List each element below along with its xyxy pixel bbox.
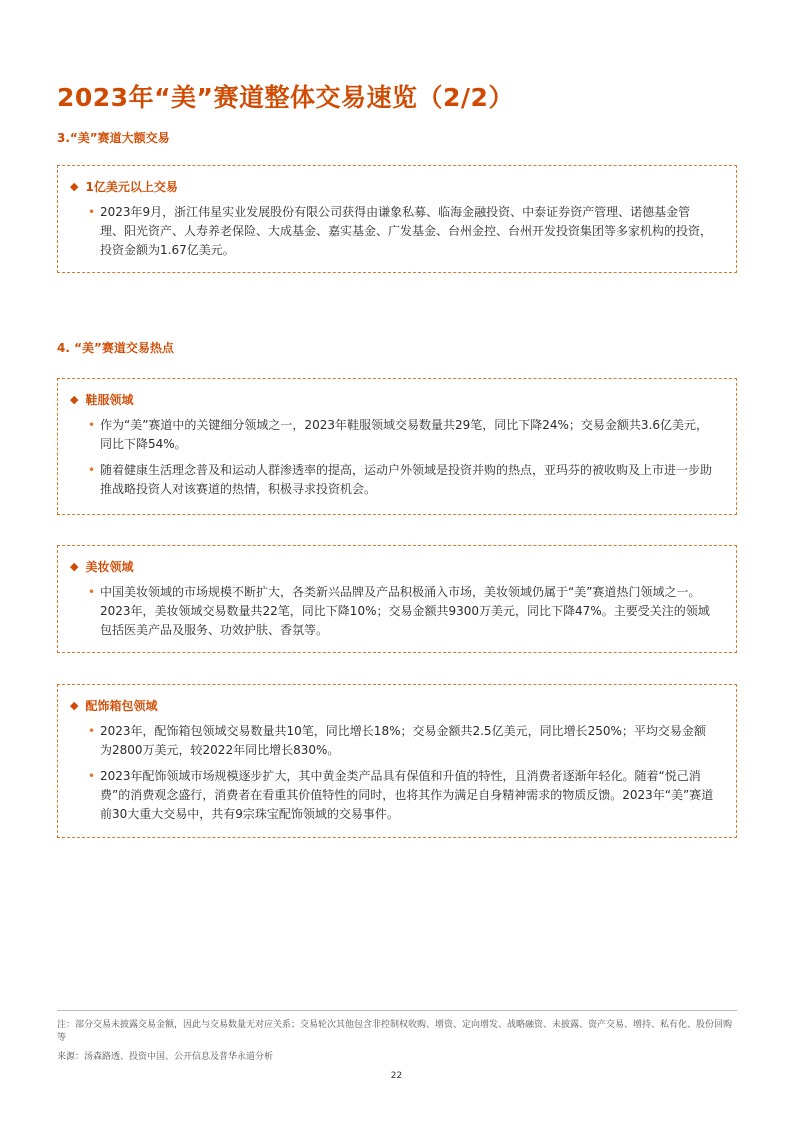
footer-source: 来源：汤森路透、投资中国、公开信息及普华永道分析 (57, 1052, 274, 1062)
bullet-text: 随着健康生活理念普及和运动人群渗透率的提高，运动户外领域是投资并购的热点，亚玛芬的被收购及上市进一步助推战略投资人对该赛道的热情，积极寻求投资机会。 (100, 463, 713, 496)
list-item (70, 583, 714, 640)
bullet-list (70, 416, 714, 499)
diamond-icon: ◆ (70, 560, 79, 573)
box-accessories (57, 684, 737, 838)
footer-divider (57, 1010, 737, 1011)
bullet-list (70, 583, 714, 640)
bullet-text: 作为“美”赛道中的关键细分领域之一，2023年鞋服领域交易数量共29笔，同比下降24%；交易金额共3.6亿美元，同比下降54%。 (100, 418, 709, 451)
bullet-dot-icon: • (88, 724, 96, 738)
page-number: 22 (390, 1071, 403, 1081)
bullet-text: 中国美妆领域的市场规模不断扩大，各类新兴品牌及产品积极涌入市场，美妆领域仍属于“美”赛道热门领域之一。2023年，美妆领域交易数量共22笔，同比下降10%；交易金额共9300万美元，同比下降47%。主要受关注的领域包括医美产品及服务、功效护肤、香氛等。 (100, 585, 710, 637)
box-large-deal (57, 165, 737, 273)
bullet-list (70, 722, 714, 824)
diamond-icon: ◆ (70, 699, 79, 712)
box-header (70, 391, 714, 408)
box-apparel (57, 378, 737, 515)
bullet-dot-icon: • (88, 585, 96, 599)
diamond-icon: ◆ (70, 180, 79, 193)
box-header (70, 558, 714, 575)
bullet-dot-icon: • (88, 769, 96, 783)
diamond-icon: ◆ (70, 393, 79, 406)
box-beauty (57, 545, 737, 653)
list-item (70, 416, 714, 454)
list-item (70, 203, 714, 260)
box-title: 美妆领域 (85, 560, 134, 574)
section-heading-hotspots: 4. “美”赛道交易热点 (57, 341, 174, 355)
list-item (70, 767, 714, 824)
list-item (70, 461, 714, 499)
box-title: 鞋服领域 (85, 393, 134, 407)
footer-note: 注：部分交易未披露交易金额，因此与交易数量无对应关系；交易轮次其他包含非控制权收购、增资、定向增发、战略融资、未披露、资产交易、增持、私有化、股份回购等 (57, 1020, 733, 1043)
box-header (70, 178, 714, 195)
bullet-list (70, 203, 714, 260)
bullet-text: 2023年配饰领域市场规模逐步扩大，其中黄金类产品具有保值和升值的特性，且消费者逐渐年轻化。随着“悦己消费”的消费观念盛行，消费者在看重其价值特性的同时，也将其作为满足自身精神需求的物质反馈。2023年“美”赛道前30大重大交易中，共有9宗珠宝配饰领域的交易事件。 (100, 769, 714, 821)
bullet-dot-icon: • (88, 463, 96, 477)
list-item (70, 722, 714, 760)
box-title: 1亿美元以上交易 (85, 180, 178, 194)
bullet-dot-icon: • (88, 418, 96, 432)
bullet-text: 2023年，配饰箱包领域交易数量共10笔，同比增长18%；交易金额共2.5亿美元，同比增长250%；平均交易金额为2800万美元，较2022年同比增长830%。 (100, 724, 706, 757)
box-title: 配饰箱包领域 (85, 699, 158, 713)
section-heading-large-deals: 3.“美”赛道大额交易 (57, 131, 170, 145)
bullet-dot-icon: • (88, 205, 96, 219)
page-title: 2023年“美”赛道整体交易速览（2/2） (57, 83, 514, 112)
bullet-text: 2023年9月，浙江伟星实业发展股份有限公司获得由谦象私募、临海金融投资、中泰证券资产管理、诺德基金管理、阳光资产、人寿养老保险、大成基金、嘉实基金、广发基金、台州金控、台州开发投资集团等多家机构的投资，投资金额为1.67亿美元。 (100, 205, 713, 257)
box-header (70, 697, 714, 714)
